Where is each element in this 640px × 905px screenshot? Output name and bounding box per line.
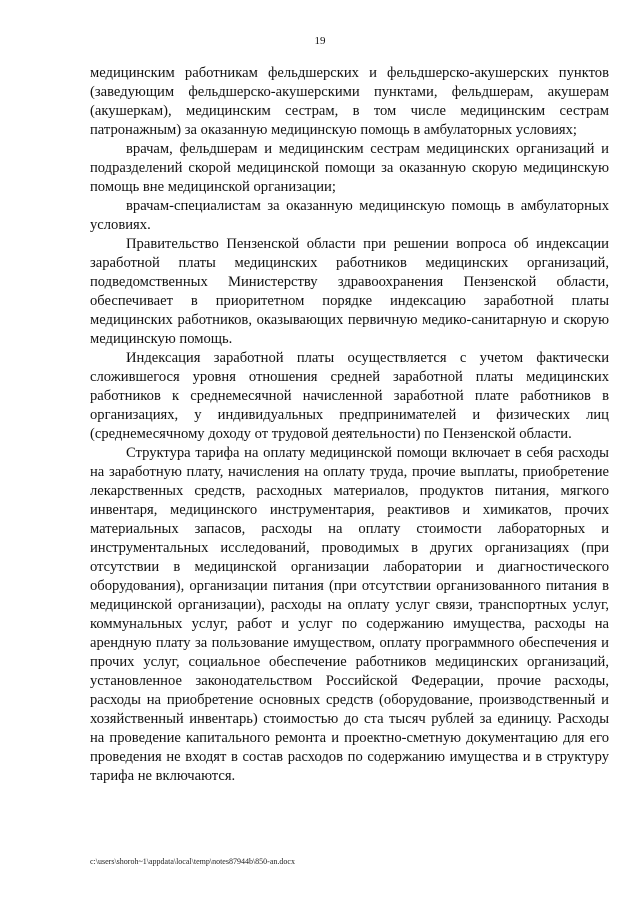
paragraph-tariff-structure: Структура тарифа на оплату медицинской помощи включает в себя расходы на заработную плату, начисления на оплату труда, прочие выплаты, приобретение лекарственных средств, расходных материалов, продуктов питания, мягкого инвентаря, медицинского инструментария, реактивов и химикатов, прочих материальных запасов, расходы на оплату стоимости лабораторных и инструментальных исследований, проводимых в других организациях (при отсутствии в медицинской организации лаборатории и диагностического оборудования), организации питания (при отсутствии организованного питания в медицинской организации), расходы на оплату услуг связи, транспортных услуг, коммунальных услуг, работ и услуг по содержанию имущества, расходы на арендную плату за пользование имуществом, оплату программного обеспечения и прочих услуг, социальное обеспечение работников медицинских организаций, установленное законодательством Российской Федерации, прочие расходы, расходы на приобретение основных средств (оборудование, производственный и хозяйственный инвентарь) стоимостью до ста тысяч рублей за единицу. Расходы на проведение капитального ремонта и проектно-сметную документацию для его проведения не входят в состав расходов по содержанию имущества и в структуру тарифа не включаются. — [90, 445, 609, 784]
page-number: 19 — [314, 35, 326, 47]
document-body — [90, 64, 609, 786]
paragraph-salary-indexation-government: Правительство Пензенской области при решении вопроса об индексации заработной платы медицинских работников медицинских организаций, подведомственных Министерству здравоохранения Пензенской области, обеспечивает в приоритетном порядке индексацию заработной платы медицинских работников, оказывающих первичную медико-санитарную и скорую медицинскую помощь. — [90, 236, 609, 347]
paragraph-specialist-doctors: врачам-специалистам за оказанную медицинскую помощь в амбулаторных условиях. — [90, 198, 609, 233]
footer-file-path: c:\users\shoroh~1\appdata\local\temp\notes87944b\850-an.docx — [90, 857, 295, 866]
paragraph-ambulance-staff: врачам, фельдшерам и медицинским сестрам медицинских организаций и подразделений скорой медицинской помощи за оказанную скорую медицинскую помощь вне медицинской организации; — [90, 141, 609, 195]
paragraph-salary-indexation-basis: Индексация заработной платы осуществляется с учетом фактически сложившегося уровня отношения средней заработной платы медицинских работников к среднемесячной начисленной заработной плате работников в организациях, у индивидуальных предпринимателей и физических лиц (среднемесячному доходу от трудовой деятельности) по Пензенской области. — [90, 350, 609, 442]
paragraph-feldsher-workers: медицинским работникам фельдшерских и фельдшерско-акушерских пунктов (заведующим фельдшерско-акушерскими пунктами, фельдшерам, акушерам (акушеркам), медицинским сестрам, в том числе медицинским сестрам патронажным) за оказанную медицинскую помощь в амбулаторных условиях; — [90, 65, 609, 138]
